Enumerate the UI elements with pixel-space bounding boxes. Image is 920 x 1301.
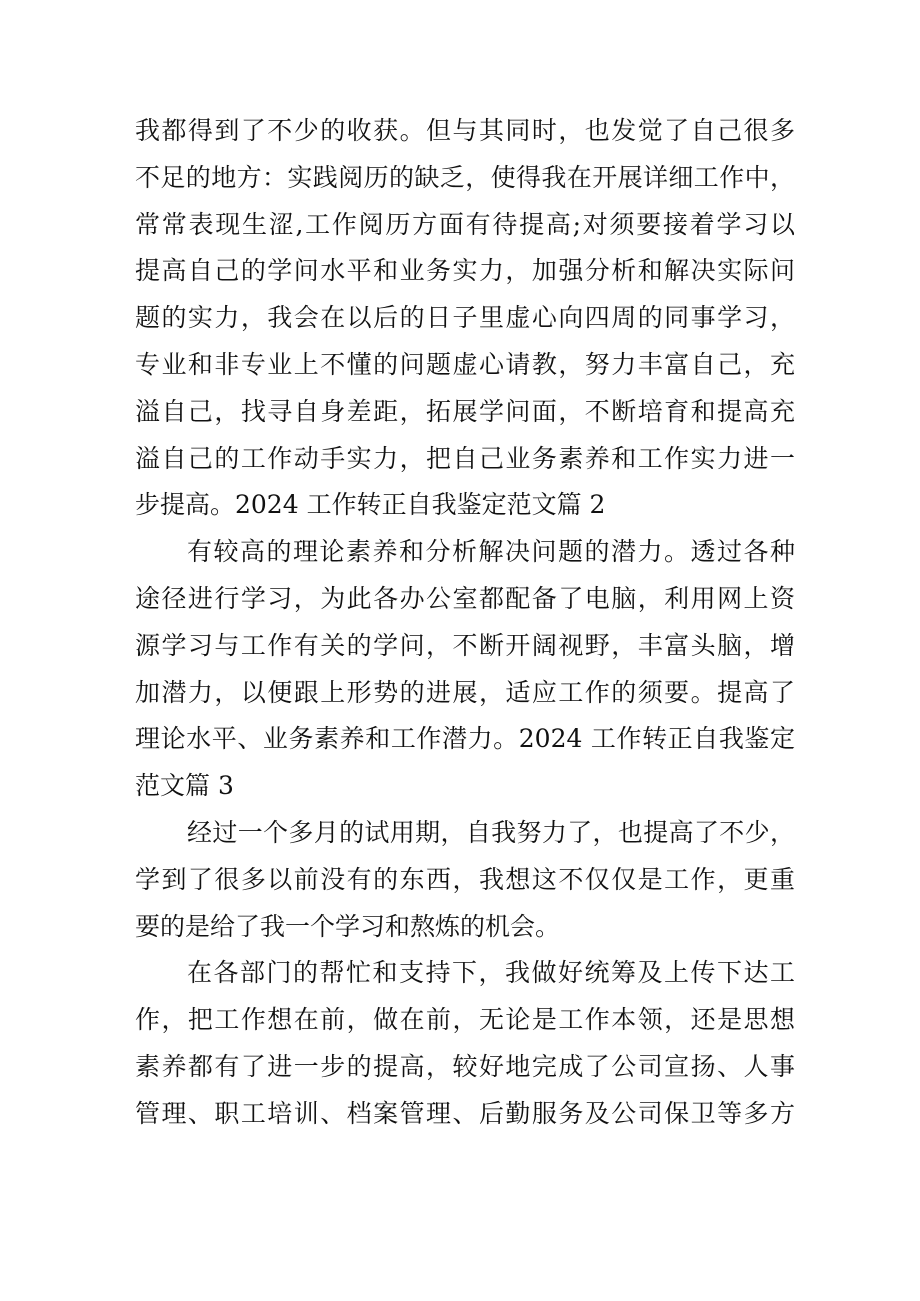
text-line: 溢自己的工作动手实力，把自己业务素养和工作实力进一	[135, 443, 795, 473]
section-heading-line: 步提高。2024 工作转正自我鉴定范文篇 2	[135, 490, 606, 520]
paragraph-first-line: 经过一个多月的试用期，自我努力了，也提高了不少，	[187, 817, 795, 847]
text-line: 要的是给了我一个学习和熬炼的机会。	[135, 911, 561, 941]
text-line: 途径进行学习，为此各办公室都配备了电脑，利用网上资	[135, 583, 795, 613]
text-line: 管理、职工培训、档案管理、后勤服务及公司保卫等多方	[135, 1098, 795, 1128]
text-line: 专业和非专业上不懂的问题虚心请教，努力丰富自己，充	[135, 349, 795, 379]
text-line: 素养都有了进一步的提高，较好地完成了公司宣扬、人事	[135, 1051, 795, 1081]
text-line: 加潜力，以便跟上形势的进展，适应工作的须要。提高了	[135, 677, 795, 707]
text-line: 提高自己的学问水平和业务实力，加强分析和解决实际问	[135, 256, 795, 286]
text-line: 常常表现生涩,工作阅历方面有待提高;对须要接着学习以	[135, 209, 795, 239]
text-line: 溢自己，找寻自身差距，拓展学问面，不断培育和提高充	[135, 396, 795, 426]
text-line: 源学习与工作有关的学问，不断开阔视野，丰富头脑，增	[135, 630, 795, 660]
text-line: 理论水平、业务素养和工作潜力。2024 工作转正自我鉴定	[135, 724, 795, 754]
document-body	[135, 108, 795, 1138]
text-line: 不足的地方：实践阅历的缺乏，使得我在开展详细工作中，	[135, 162, 795, 192]
paragraph-first-line: 有较高的理论素养和分析解决问题的潜力。透过各种	[187, 537, 795, 567]
text-line: 学到了很多以前没有的东西，我想这不仅仅是工作，更重	[135, 864, 795, 894]
text-line: 我都得到了不少的收获。但与其同时，也发觉了自己很多	[135, 116, 795, 145]
text-line: 作，把工作想在前，做在前，无论是工作本领，还是思想	[135, 1005, 795, 1035]
text-line: 题的实力，我会在以后的日子里虚心向四周的同事学习，	[135, 303, 795, 333]
paragraph-first-line: 在各部门的帮忙和支持下，我做好统筹及上传下达工	[187, 958, 795, 988]
section-heading-line: 范文篇 3	[135, 771, 234, 801]
